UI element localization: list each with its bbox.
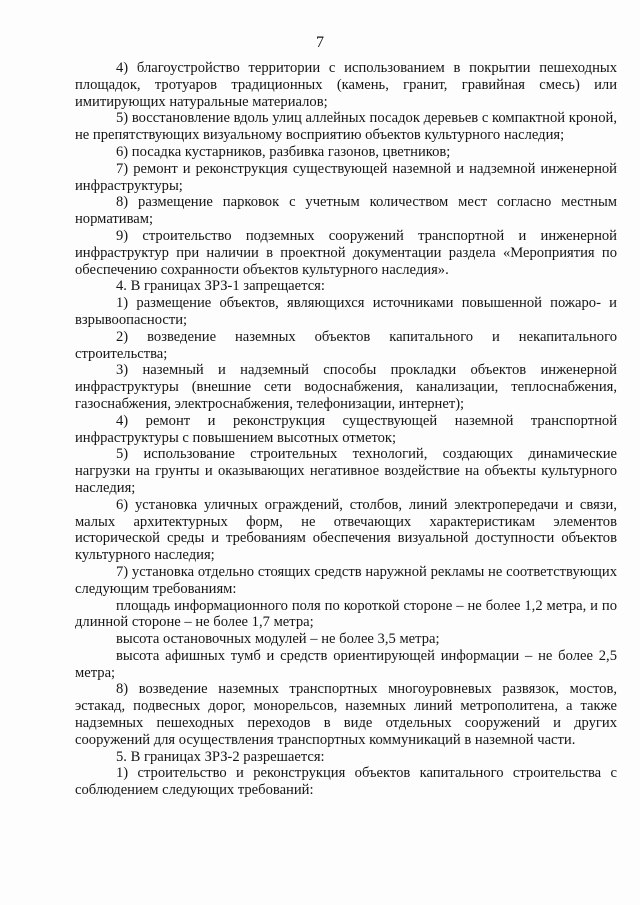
paragraph-ad-requirement-area: площадь информационного поля по короткой стороне – не более 1,2 метра, и по длинной стороне – не более 1,7 метра; (75, 597, 617, 631)
paragraph-ad-requirement-pillars: высота афишных тумб и средств ориентирующей информации – не более 2,5 метра; (75, 647, 617, 681)
paragraph-item-7-repair-infrastructure: 7) ремонт и реконструкция существующей наземной и надземной инженерной инфраструктуры; (75, 160, 617, 194)
paragraph-prohibited-2: 2) возведение наземных объектов капитального и некапитального строительства; (75, 328, 617, 362)
paragraph-item-4-landscaping: 4) благоустройство территории с использованием в покрытии пешеходных площадок, тротуаров традиционных (камень, гранит, гравийная смесь) или имитирующих натуральные материалов; (75, 60, 617, 110)
paragraph-prohibited-1: 1) размещение объектов, являющихся источниками повышенной пожаро- и взрывоопасности; (75, 295, 617, 328)
paragraph-prohibited-3: 3) наземный и надземный способы прокладки объектов инженерной инфраструктуры (внешние сети водоснабжения, канализации, теплоснабжения, газоснабжения, электроснабжения, телефонизации, интернет); (75, 362, 617, 412)
section-heading-zrz2-permitted: 5. В границах ЗРЗ-2 разрешается: (116, 748, 325, 765)
page-number: 7 (316, 34, 324, 51)
paragraph-item-8-parking: 8) размещение парковок с учетным количеством мест согласно местным нормативам; (75, 194, 617, 228)
paragraph-prohibited-4: 4) ремонт и реконструкция существующей наземной транспортной инфраструктуры с повышением высотных отметок; (75, 412, 617, 446)
section-heading-zrz1-prohibited: 4. В границах ЗРЗ-1 запрещается: (116, 278, 325, 295)
paragraph-permitted-1: 1) строительство и реконструкция объектов капитального строительства с соблюдением следующих требований: (75, 765, 617, 799)
paragraph-item-9-underground: 9) строительство подземных сооружений транспортной и инженерной инфраструктур при наличии в проектной документации раздела «Мероприятия по обеспечению сохранности объектов культурного наследия». (75, 227, 617, 278)
paragraph-item-5-alley-plantings: 5) восстановление вдоль улиц аллейных посадок деревьев с компактной кроной, не препятствующих визуальному восприятию объектов культурного наследия; (75, 110, 617, 144)
paragraph-item-6-shrubs: 6) посадка кустарников, разбивка газонов, цветников; (116, 143, 451, 160)
paragraph-prohibited-5: 5) использование строительных технологий, создающих динамические нагрузки на грунты и оказывающих негативное воздействие на объекты культурного наследия; (75, 446, 617, 496)
paragraph-prohibited-8: 8) возведение наземных транспортных многоуровневых развязок, мостов, эстакад, подвесных дорог, монорельсов, наземных линий метрополитена, а также надземных пешеходных переходов в виде отдельных сооружений и других сооружений для осуществления транспортных коммуникаций в наземной части. (75, 681, 617, 748)
paragraph-prohibited-6: 6) установка уличных ограждений, столбов, линий электропередачи и связи, малых архитектурных форм, не отвечающих характеристикам элементов исторической среды и требованиям обеспечения визуальной доступности объектов культурного наследия; (75, 496, 617, 564)
paragraph-ad-requirement-modules: высота остановочных модулей – не более 3,5 метра; (116, 631, 440, 648)
paragraph-prohibited-7: 7) установка отдельно стоящих средств наружной рекламы не соответствующих следующим требованиям: (75, 563, 617, 597)
document-body (75, 60, 617, 799)
